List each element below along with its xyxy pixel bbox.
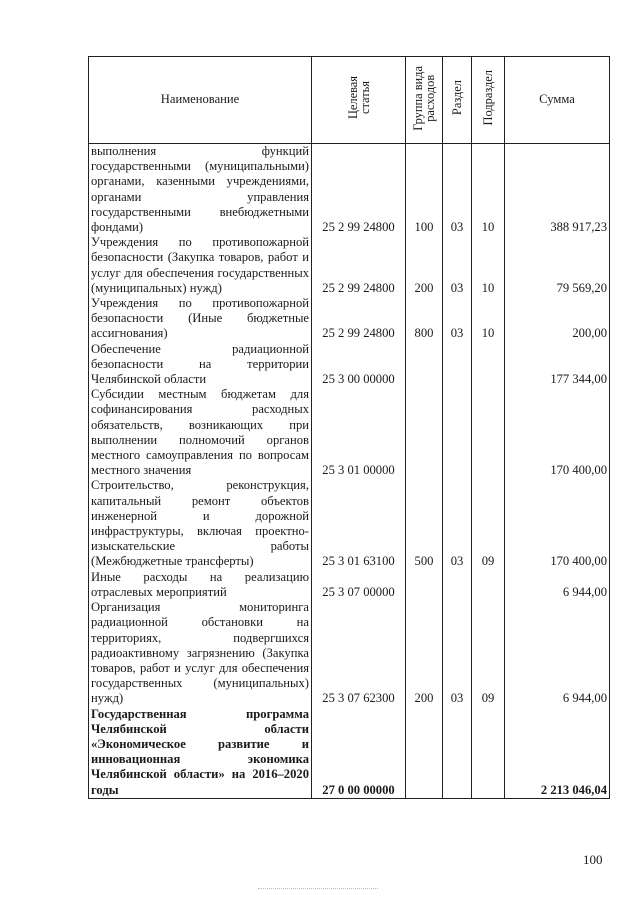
cell-group <box>406 387 443 478</box>
cell-section: 03 <box>443 600 472 706</box>
table-row <box>89 600 610 706</box>
header-section: Раздел <box>443 57 472 144</box>
cell-subsection: 10 <box>472 235 505 296</box>
cell-sum: 2 213 046,04 <box>505 707 610 799</box>
cell-sum: 388 917,23 <box>505 144 610 236</box>
cell-sum: 6 944,00 <box>505 600 610 706</box>
table-row <box>89 144 610 236</box>
cell-name: Государственная программа Челябинской области «Экономическое развитие и инновационная экономика Челябинской области» на 2016–2020 годы <box>89 707 312 799</box>
cell-article: 25 3 07 00000 <box>312 570 406 600</box>
cell-article: 25 2 99 24800 <box>312 144 406 236</box>
cell-group: 500 <box>406 478 443 569</box>
header-sum: Сумма <box>505 57 610 144</box>
cell-article: 25 3 07 62300 <box>312 600 406 706</box>
cell-subsection <box>472 570 505 600</box>
cell-subsection: 09 <box>472 478 505 569</box>
cell-name: Строительство, реконструкция, капитальный ремонт объектов инженерной и дорожной инфраструктуры, включая проектно-изыскательские работы (Межбюджетные трансферты) <box>89 478 312 569</box>
cell-article: 25 3 00 00000 <box>312 342 406 388</box>
cell-group: 800 <box>406 296 443 342</box>
cell-name: Обеспечение радиационной безопасности на территории Челябинской области <box>89 342 312 388</box>
scan-artifact-line <box>258 888 378 889</box>
cell-name: выполнения функций государственными (муниципальными) органами, казенными учреждениями, органами управления государственными внебюджетными фондами) <box>89 144 312 236</box>
cell-sum: 200,00 <box>505 296 610 342</box>
cell-subsection: 10 <box>472 296 505 342</box>
page-number: 100 <box>583 852 603 867</box>
table-header-row <box>89 57 610 144</box>
table-row <box>89 707 610 799</box>
header-subsection: Подраздел <box>472 57 505 144</box>
budget-table <box>88 56 610 799</box>
cell-subsection <box>472 387 505 478</box>
cell-section <box>443 707 472 799</box>
cell-section: 03 <box>443 235 472 296</box>
cell-name: Иные расходы на реализацию отраслевых мероприятий <box>89 570 312 600</box>
cell-section <box>443 570 472 600</box>
cell-sum: 177 344,00 <box>505 342 610 388</box>
cell-name: Учреждения по противопожарной безопасности (Иные бюджетные ассигнования) <box>89 296 312 342</box>
cell-group <box>406 570 443 600</box>
cell-article: 27 0 00 00000 <box>312 707 406 799</box>
header-article: Целевая статья <box>312 57 406 144</box>
cell-article: 25 3 01 00000 <box>312 387 406 478</box>
header-group: Группа вида расходов <box>406 57 443 144</box>
table-row <box>89 342 610 388</box>
cell-sum: 170 400,00 <box>505 478 610 569</box>
cell-section: 03 <box>443 296 472 342</box>
cell-article: 25 2 99 24800 <box>312 235 406 296</box>
cell-subsection <box>472 342 505 388</box>
cell-name: Организация мониторинга радиационной обстановки на территориях, подвергшихся радиоактивному загрязнению (Закупка товаров, работ и услуг для обеспечения государственных (муниципальных) нужд) <box>89 600 312 706</box>
cell-article: 25 2 99 24800 <box>312 296 406 342</box>
cell-name: Учреждения по противопожарной безопасности (Закупка товаров, работ и услуг для обеспечения государственных (муниципальных) нужд) <box>89 235 312 296</box>
cell-section: 03 <box>443 478 472 569</box>
table-row <box>89 296 610 342</box>
table-row <box>89 235 610 296</box>
table-row <box>89 387 610 478</box>
cell-group <box>406 342 443 388</box>
cell-group: 200 <box>406 235 443 296</box>
cell-sum: 170 400,00 <box>505 387 610 478</box>
cell-section <box>443 342 472 388</box>
cell-section: 03 <box>443 144 472 236</box>
cell-name: Субсидии местным бюджетам для софинансирования расходных обязательств, возникающих при выполнении полномочий органов местного самоуправления по вопросам местного значения <box>89 387 312 478</box>
header-name: Наименование <box>89 57 312 144</box>
cell-section <box>443 387 472 478</box>
cell-subsection <box>472 707 505 799</box>
cell-sum: 6 944,00 <box>505 570 610 600</box>
cell-sum: 79 569,20 <box>505 235 610 296</box>
table-row <box>89 478 610 569</box>
cell-subsection: 10 <box>472 144 505 236</box>
cell-group <box>406 707 443 799</box>
cell-group: 100 <box>406 144 443 236</box>
cell-subsection: 09 <box>472 600 505 706</box>
cell-article: 25 3 01 63100 <box>312 478 406 569</box>
cell-group: 200 <box>406 600 443 706</box>
table-row <box>89 570 610 600</box>
